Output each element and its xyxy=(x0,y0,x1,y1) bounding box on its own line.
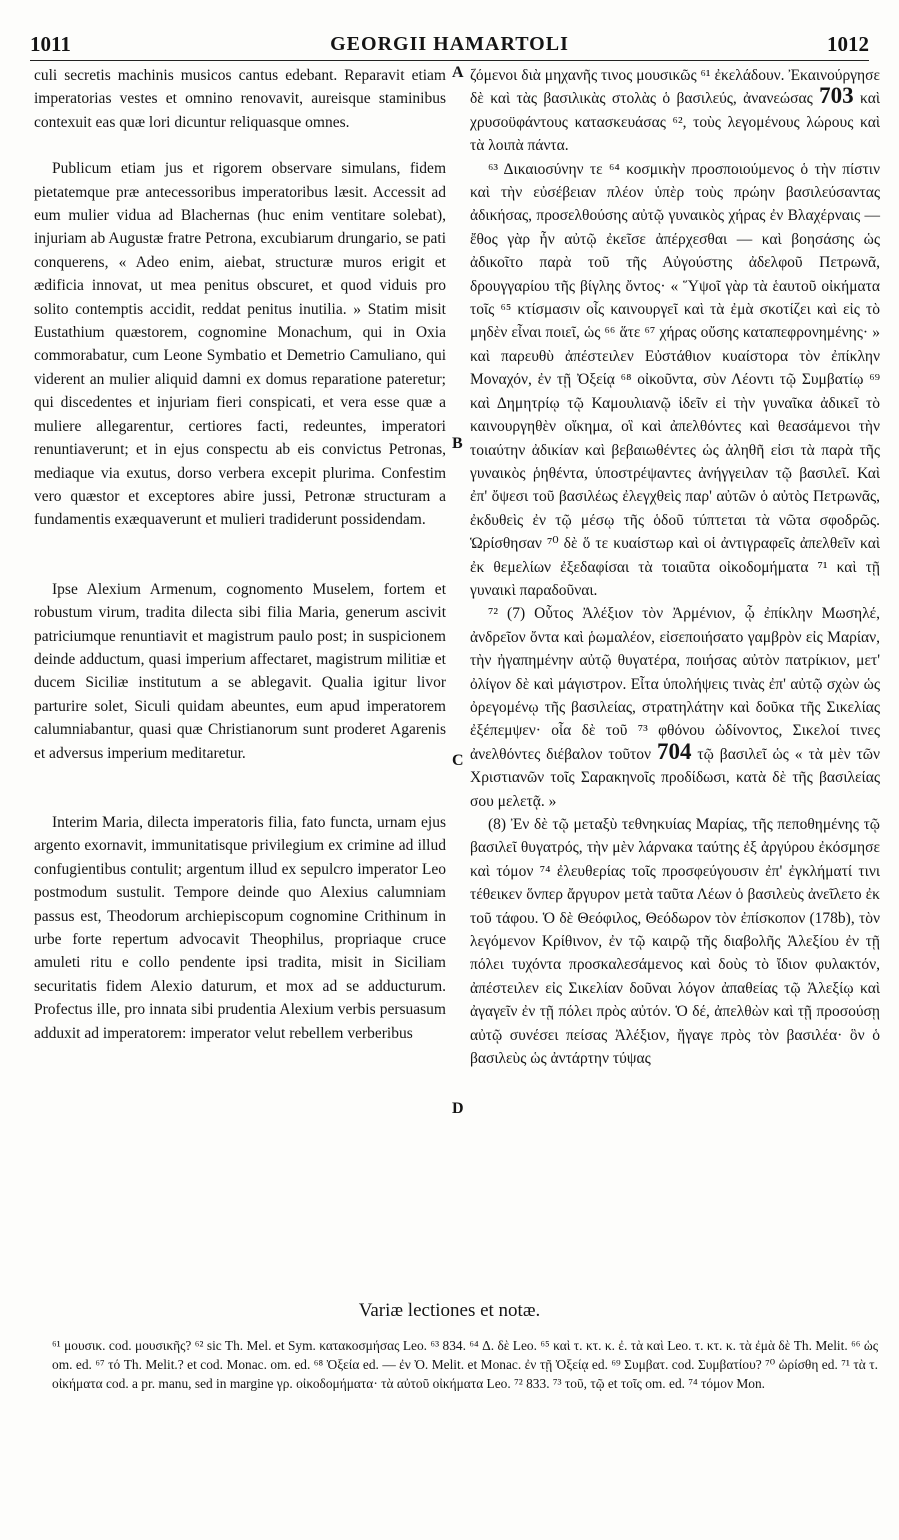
page-number-right: 1012 xyxy=(827,32,869,56)
notes-heading: Variæ lectiones et notæ. xyxy=(358,1300,541,1321)
page-marker-703: 703 xyxy=(819,83,854,109)
greek-paragraph: ζόμενοι διὰ μηχανῆς τινος μουσικῶς ⁶¹ ἐκελάδουν. Ἐκαινούργησε δὲ καὶ τὰς βασιλικὰς στολὰς ὁ βασιλεύς, ἀνανεώσας 703 καὶ χρυσοϋφάντους κατασκευάσας ⁶², τοὺς λεγομένους λώρους καὶ τὰ λοιπὰ πάντα. xyxy=(470,67,880,155)
greek-column xyxy=(470,64,880,1070)
greek-paragraph: ⁶³ Δικαιοσύνην τε ⁶⁴ κοσμικὴν προσποιούμενος ὁ τὴν πίστιν καὶ τὴν εὐσέβειαν πλέον ὑπὲρ τοὺς πρώην βασιλεύσαντας ἀδικήσας, προσελθούσης αὐτῷ γυναικὸς χήρας ἐν Βλαχέρναις — ἔθος γὰρ ἦν αὐτῷ ἐκεῖσε ἀπέρχεσθαι — καὶ βοησάσης ὡς ἀδικοῖτο παρὰ τοῦ τῆς Αὐγούστης ἀδελφοῦ Πετρωνᾶ, δρουγγαρίου τῆς βίγλης ὄντος· « Ὕψοῖ γὰρ τὰ ἑαυτοῦ οἰκήματα τοῖς ⁶⁵ κτίσμασιν οἷς καινουργεῖ καὶ τὰ ἐμὰ σκοτίζει καὶ εἰς τὸ μηδὲν εἶναι ποιεῖ, ὡς ⁶⁶ ἅτε ⁶⁷ χήρας οὔσης καταπεφρονημένης· » καὶ παρευθὺ ἀπέστειλεν Εὐστάθιον κυαίστορα τὸν ἐπίκλην Μοναχόν, ἐν τῇ Ὀξείᾳ ⁶⁸ οἰκοῦντα, σὺν Λέοντι τῷ Συμβατίῳ ⁶⁹ καὶ Δημητρίῳ τῷ Καμουλιανῷ ἰδεῖν εἰ τὴν γυναῖκα ἀδικεῖ τὸ καινουργηθὲν οἴκημα, οἳ καὶ ἀπελθόντες καὶ θεασάμενοι τὴν τοιαύτην ἀδικίαν καὶ βεβαιωθέντες ὡς ἀληθῆ εἰσι τὰ παρὰ τῆς γυναικὸς ῥηθέντα, ὑποστρέψαντες ἀνήγγειλαν τῷ βασιλεῖ. Καὶ ἐπ' ὄψεσι τοῦ βασιλέως ἐλεγχθεὶς παρ' αὐτῶν ὁ αὐτὸς Πετρωνᾶς, ἐκδυθεὶς ἐν τῷ μέσῳ τῆς ὁδοῦ τύπτεται τὰ νῶτα σφοδρῶς. Ὡρίσθησαν ⁷⁰ δὲ ὅ τε κυαίστωρ καὶ οἱ ἀντιγραφεῖς ἀπελθεῖν καὶ ἐκ θεμελίων ἐξεδαφίσαι τὰ τοιαῦτα οἰκοδομήματα ⁷¹ καὶ τῇ γυναικὶ παραδοῦναι. xyxy=(470,160,880,599)
page-number-left: 1011 xyxy=(30,32,71,56)
latin-paragraph: Publicum etiam jus et rigorem observare simulans, fidem pietatemque præ antecessoribus imperatoribus læsit. Accessit ad eum mulier vidua ad Blachernas (huc enim ventitare solebat), injuriam ab Augustæ fratre Petrona, excubiarum drungario, se pati conquerens, « Adeo enim, aiebat, structuræ muros erigit et ædificia innovat, ut mea penitus obscuret, et quod viduis pro solito contemptis accidit, reddat penitus inutilia. » Statim misit Eustathium quæstorem, cognomine Monachum, qui in Oxia commorabatur, cum Leone Symbatio et Demetrio Camuliano, qui viderent an mulier aliquid damni ex domus reparatione pateretur; qui discedentes et injuriam fieri conspicati, et vera esse quæ a muliere allegarentur, certiores facti, redeuntes, imperatori renuntiaverunt; et in ejus conspectu ab eis convictus Petronas, mediaque via exutus, dorso verbera excepit plurima. Confestim vero quæstor et exceptores abire jussi, Petronæ structuram a fundamentis exæquaverunt et mulieri tradiderunt possidendam. xyxy=(34,160,446,529)
footnotes: ⁶¹ μουσικ. cod. μουσικῆς? ⁶² sic Th. Mel. et Sym. κατακοσμήσας Leo. ⁶³ 834. ⁶⁴ Δ. δὲ Leo. ⁶⁵ καὶ τ. κτ. κ. ἐ. τὰ καὶ Leo. τ. κτ. κ. τὰ ἐμὰ δὲ Th. Melit. ⁶⁶ ὡς om. ed. ⁶⁷ τό Th. Melit.? et cod. Monac. om. ed. ⁶⁸ Ὀξεία ed. — ἐν Ὀ. Melit. et Monac. ἐν τῇ Ὀξείᾳ ed. ⁶⁹ Συμβατ. cod. Συμβατίου? ⁷⁰ ὡρίσθη ed. ⁷¹ τὰ τ. οἰκήματα cod. a pr. manu, sed in margine γρ. οἰκοδομήματα· τὰ αὐτοῦ οἰκήματα Leo. ⁷² 833. ⁷³ τοῦ, τῷ et τοῖς om. ed. ⁷⁴ τόμον Mon. xyxy=(52,1338,878,1391)
latin-paragraph: Ipse Alexium Armenum, cognomento Muselem, fortem et robustum virum, tradita dilecta sibi filia Maria, generum ascivit patriciumque renuntiavit et magistrum paulo post; in suspicionem deinde adductum, quasi imperium affectaret, magistrum militiæ et ducem Siciliæ institutum a se ablegavit. Qualia igitur livor parturire solet, Siculi quidam abeuntes, eum apud imperatorem calumniabantur, quasi quæ Christianorum sunt proderet Agarenis et adversus imperium meditaretur. xyxy=(34,580,446,762)
greek-paragraph: (8) Ἐν δὲ τῷ μεταξὺ τεθνηκυίας Μαρίας, τῆς πεποθημένης τῷ βασιλεῖ θυγατρός, τὴν μὲν λάρνακα ταύτης ἐξ ἀργύρου ἐκόσμησε καὶ τόμον ⁷⁴ ἐλευθερίας τοῖς προσφεύγουσιν ἐπ' ἐγκλήματί τινι τέθεικεν ὅνπερ ἄργυρον μετὰ ταῦτα Λέων ὁ βασιλεὺς ἀνεῖλετο ἐκ τοῦ τάφου. Ὁ δὲ Θεόφιλος, Θεόδωρον τὸν ἐπίσκοπον (178b), τὸν λεγόμενον Κρίθινον, ἐν τῷ καιρῷ τῆς διαβολῆς Ἀλεξίου ἐν τῇ πόλει τυχόντα προσκαλεσάμενος καὶ δοὺς τὸ ἴδιον φυλακτόν, ἀπέστειλεν εἰς Σικελίαν δοῦναι λόγον ἀπαθείας τῷ Ἀλεξίῳ καὶ ἀγαγεῖν ἐν τῇ πόλει πρὸς αὐτόν. Ὁ δέ, ἀπελθὼν καὶ τῇ προσούσῃ αὐτῷ συνέσει πείσας Ἀλέξιον, ἤγαγε πρὸς τὸν βασιλέα· ὃν ὁ βασιλεὺς ὡς ἀντάρτην τύψας xyxy=(470,816,880,1068)
margin-letter-b: B xyxy=(452,435,463,452)
latin-paragraph: Interim Maria, dilecta imperatoris filia, fato functa, urnam ejus argento exornavit, immunitatisque privilegium ex crimine ad illud confugientibus contulit; argentum illud ex sepulcro imperator Leo postmodum sustulit. Tempore deinde quo Alexius calumniam passus est, Theodorum archiepiscopum cognomine Crithinum in urbe forte repertum advocavit Theophilus, propriaque cruce amuleti ritu e collo pendente ipsi tradita, misit in Siciliam securitatis fidem Alexio daturum, et mox ad se adducturum. Profectus ille, pro innata sibi prudentia Alexium verbis persuasum adduxit ad imperatorem: imperator velut rebellem verberibus xyxy=(34,813,446,1042)
greek-paragraph: ⁷² (7) Οὗτος Ἀλέξιον τὸν Ἀρμένιον, ᾧ ἐπίκλην Μωσηλέ, ἀνδρεῖον ὄντα καὶ ῥωμαλέον, εἰσεποιήσατο γαμβρὸν εἰς Μαρίαν, τὴν ἠγαπημένην αὐτῷ θυγατέρα, ποιήσας αὐτὸν πατρίκιον, μετ' ὀλίγον δὲ καὶ μάγιστρον. Εἶτα ὑπολήψεις τινὰς ἐπ' αὐτῷ σχὼν ὡς ὀρεγομένῳ τῆς βασιλείας, στρατηλάτην καὶ δοῦκα τῆς Σικελίας ἐξέπεμψεν· οἷα δὲ τοῦ ⁷³ φθόνου ὠδίνοντος, Σικελοί τινες ἀνελθόντες διέβαλον τοῦτον 704 τῷ βασιλεῖ ὡς « τὰ μὲν τῶν Χριστιανῶν τοῖς Σαρακηνοῖς προδίδωσι, κατὰ δὲ τῆς βασιλείας σου μελετᾷ. » xyxy=(470,605,880,810)
running-header xyxy=(30,30,869,61)
latin-column xyxy=(34,64,446,1045)
latin-paragraph: culi secretis machinis musicos cantus edebant. Reparavit etiam imperatorias vestes et omnino renovavit, aureisque staminibus contexuit eas quæ lori dicuntur reliquasque omnes. xyxy=(34,67,446,131)
page-marker-704: 704 xyxy=(656,738,692,764)
margin-letter-a: A xyxy=(452,64,464,81)
margin-letter-c: C xyxy=(452,752,464,769)
running-title: GEORGII HAMARTOLI xyxy=(330,33,569,55)
margin-letter-d: D xyxy=(452,1100,464,1117)
